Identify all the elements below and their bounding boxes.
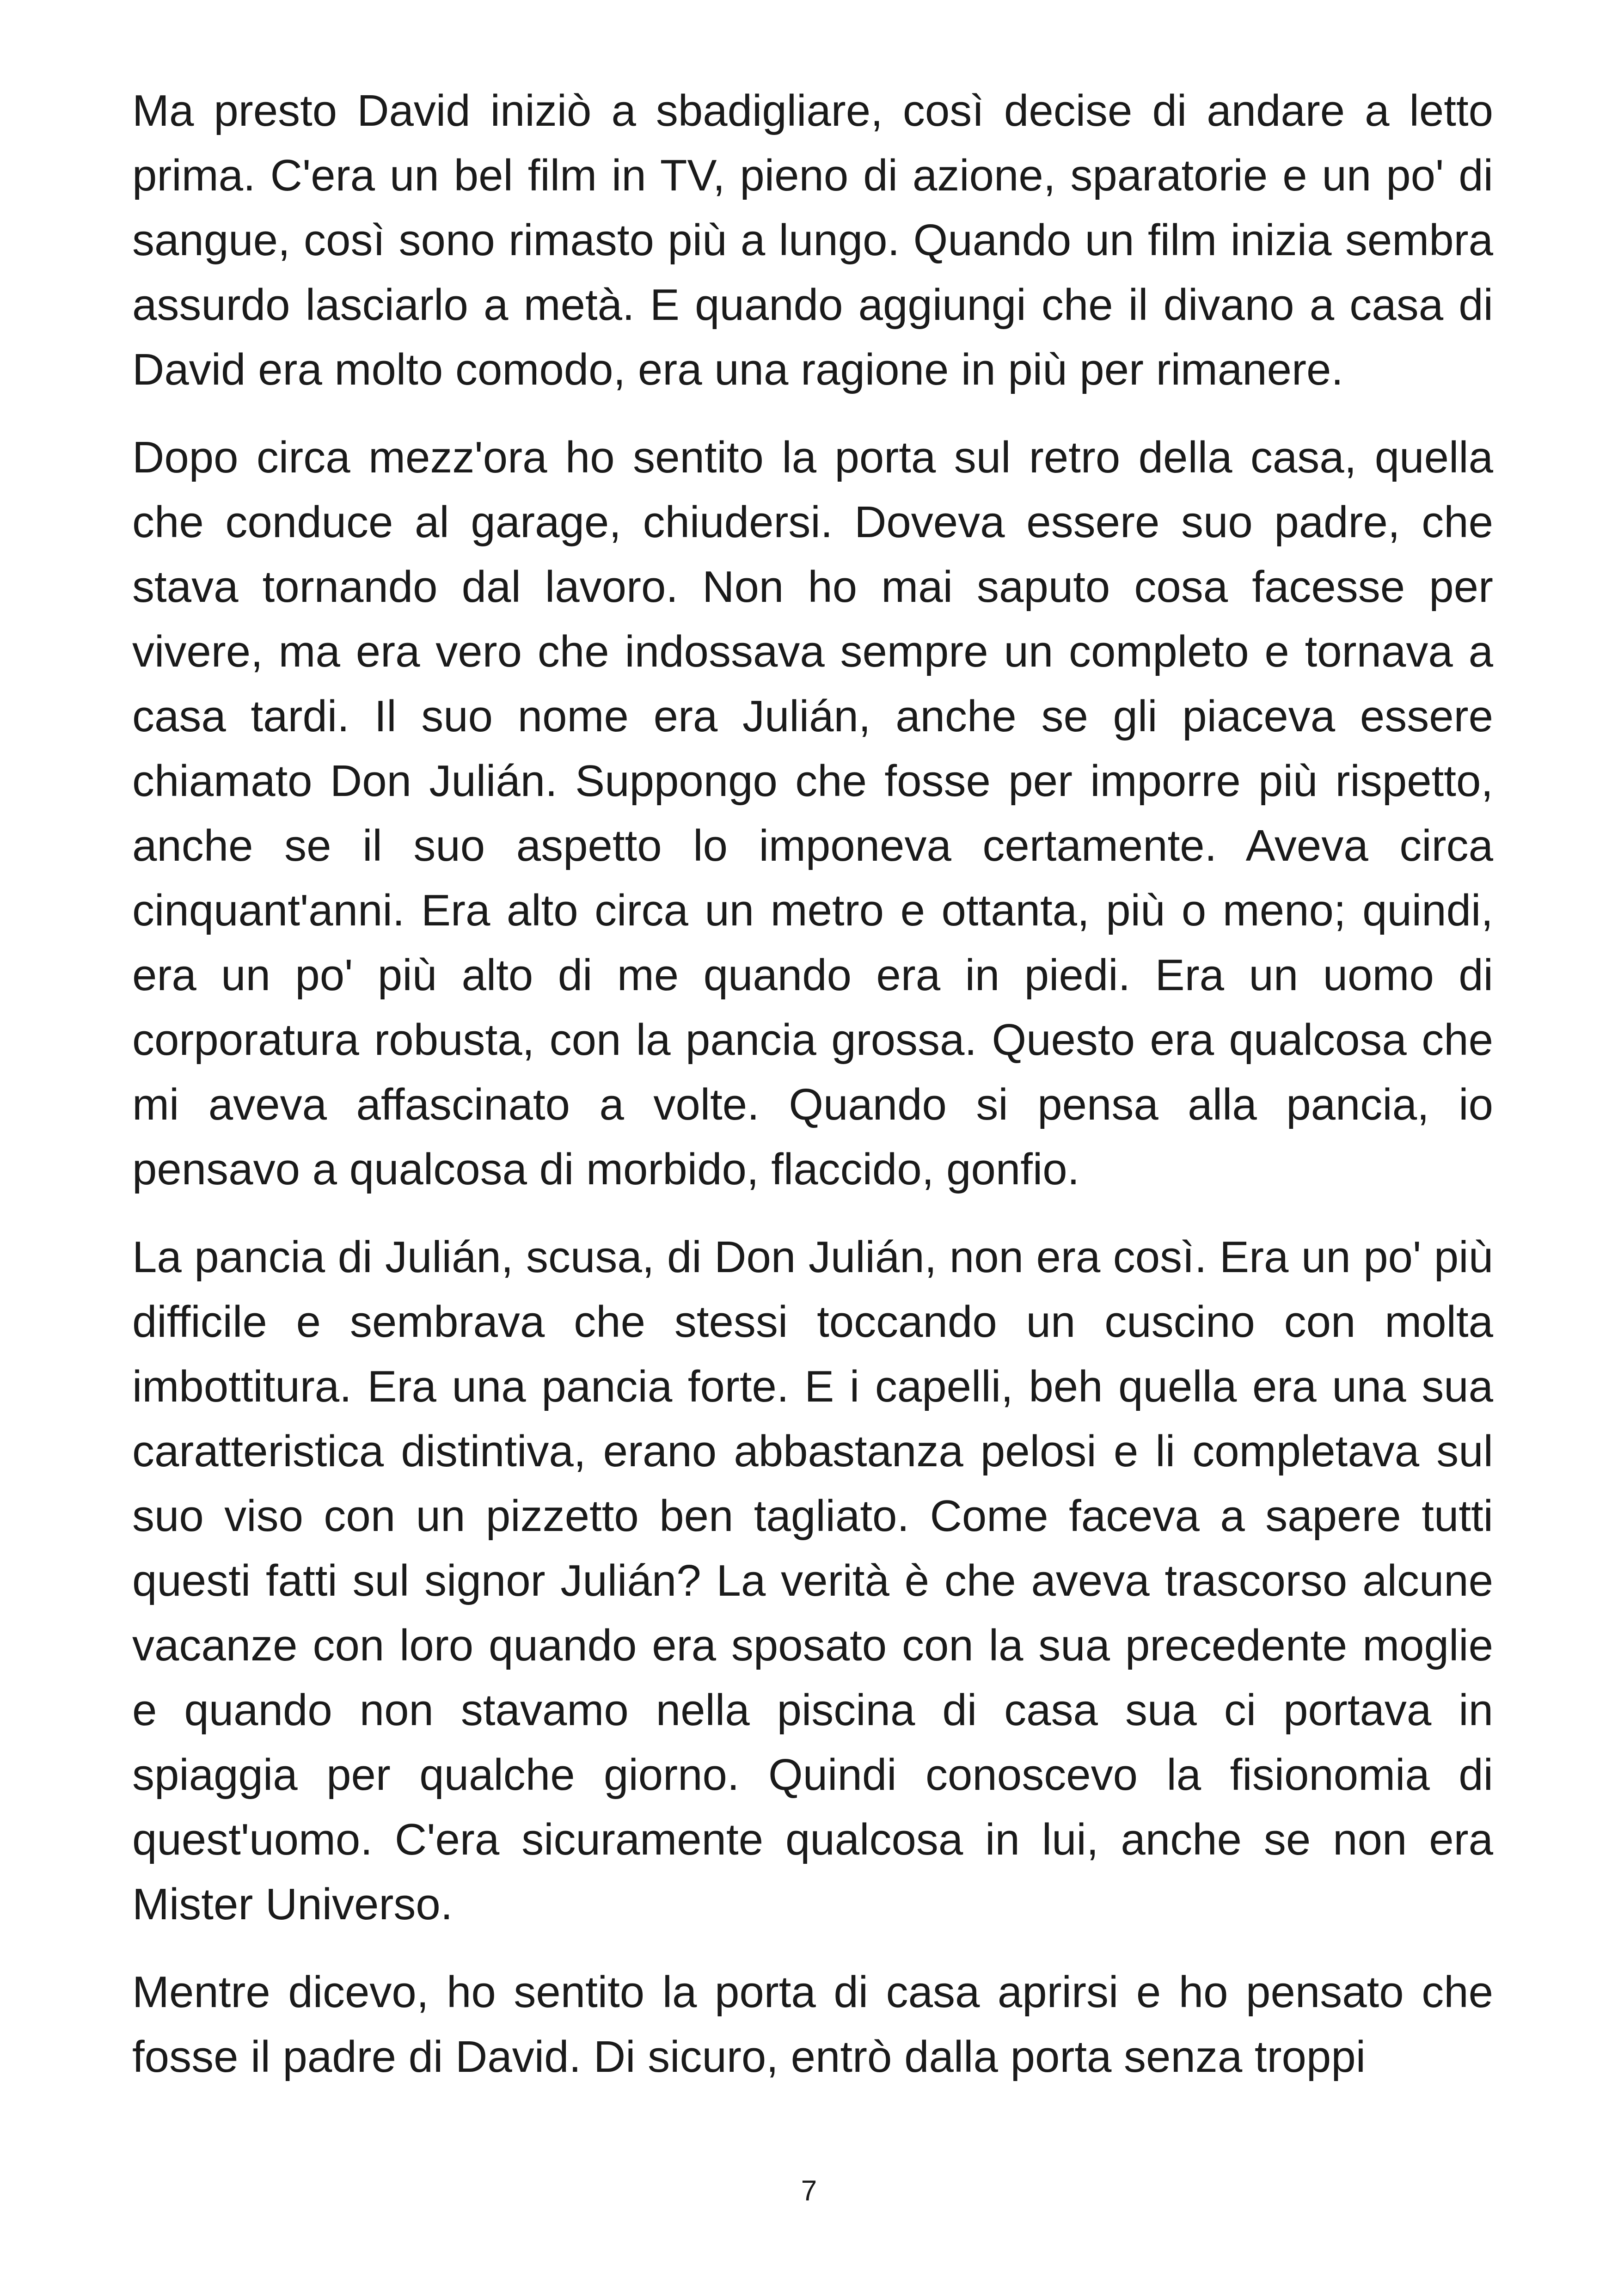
paragraph-4: Mentre dicevo, ho sentito la porta di casa aprirsi e ho pensato che fosse il padre di David. Di sicuro, entrò dalla porta senza troppi: [132, 1967, 1493, 2082]
page-number: 7: [801, 2175, 817, 2207]
paragraph-3: La pancia di Julián, scusa, di Don Julián, non era così. Era un po' più difficile e sembrava che stessi toccando un cuscino con molta imbottitura. Era una pancia forte. E i capelli, beh quella era una sua caratteristica distintiva, erano abbastanza pelosi e li completava sul suo viso con un pizzetto ben tagliato. Come faceva a sapere tutti questi fatti sul signor Julián? La verità è che aveva trascorso alcune vacanze con loro quando era sposato con la sua precedente moglie e quando non stavamo nella piscina di casa sua ci portava in spiaggia per qualche giorno. Quindi conoscevo la fisionomia di quest'uomo. C'era sicuramente qualcosa in lui, anche se non era Mister Universo.: [132, 1232, 1493, 1929]
paragraph-1: Ma presto David iniziò a sbadigliare, così decise di andare a letto prima. C'era un bel film in TV, pieno di azione, sparatorie e un po' di sangue, così sono rimasto più a lungo. Quando un film inizia sembra assurdo lasciarlo a metà. E quando aggiungi che il divano a casa di David era molto comodo, era una ragione in più per rimanere.: [132, 86, 1493, 394]
page-body: [132, 79, 1493, 2112]
paragraph-2: Dopo circa mezz'ora ho sentito la porta sul retro della casa, quella che conduce al garage, chiudersi. Doveva essere suo padre, che stava tornando dal lavoro. Non ho mai saputo cosa facesse per vivere, ma era vero che indossava sempre un completo e tornava a casa tardi. Il suo nome era Julián, anche se gli piaceva essere chiamato Don Julián. Suppongo che fosse per imporre più rispetto, anche se il suo aspetto lo imponeva certamente. Aveva circa cinquant'anni. Era alto circa un metro e ottanta, più o meno; quindi, era un po' più alto di me quando era in piedi. Era un uomo di corporatura robusta, con la pancia grossa. Questo era qualcosa che mi aveva affascinato a volte. Quando si pensa alla pancia, io pensavo a qualcosa di morbido, flaccido, gonfio.: [132, 433, 1493, 1194]
